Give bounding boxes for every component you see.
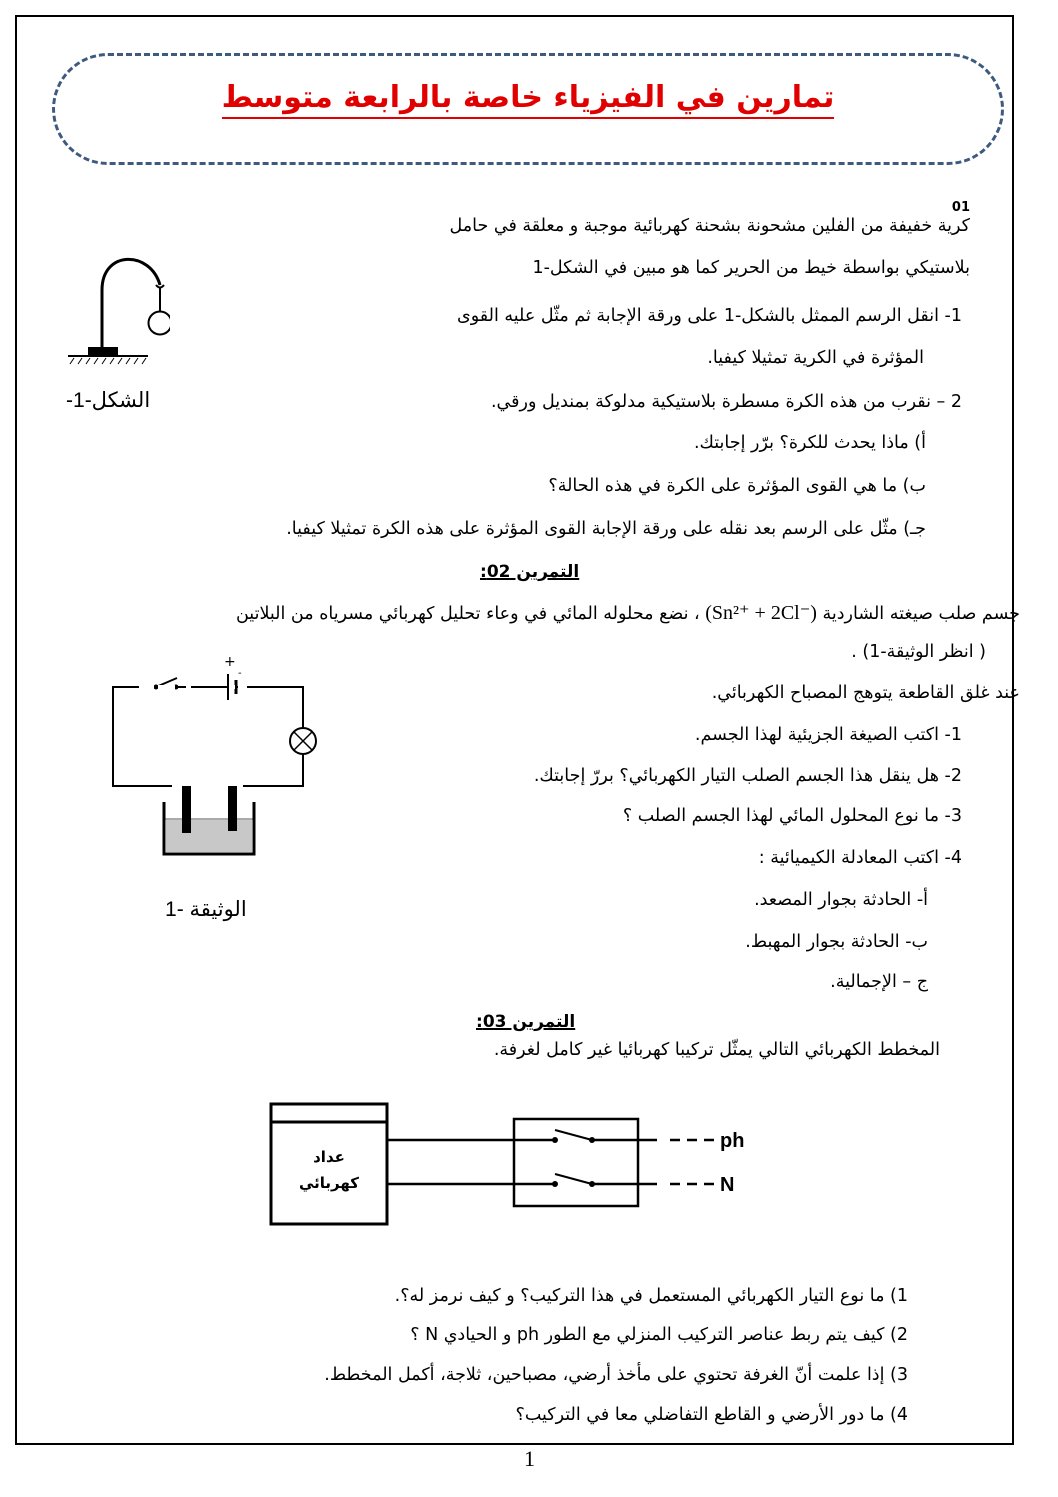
exercise2-question1: 1- اكتب الصيغة الجزيئية لهذا الجسم.: [694, 725, 962, 745]
exercise2-question2: 2- هل ينقل هذا الجسم الصلب التيار الكهربائي؟ بررّ إجابتك.: [533, 766, 962, 786]
exercise2-intro-line3: عند غلق القاطعة يتوهج المصباح الكهربائي.: [711, 683, 1020, 703]
exercise1-intro-line2: بلاستيكي بواسطة خيط من الحرير كما هو مبين في الشكل-1: [532, 258, 970, 278]
exercise3-question2: 2) كيف يتم ربط عناصر التركيب المنزلي مع الطور ph و الحيادي N ؟: [410, 1325, 908, 1345]
exercise3-question3: 3) إذا علمت أنّ الغرفة تحتوي على مأخذ أرضي، مصباحين، ثلاجة، أكمل المخطط.: [324, 1365, 908, 1385]
electrolysis-vessel: [160, 786, 260, 862]
exercise2-question4c: ج – الإجمالية.: [830, 972, 928, 992]
exercise2-intro-line2: ( انظر الوثيقة-1) .: [851, 642, 986, 662]
document1-label: الوثيقة -1: [165, 898, 247, 921]
exercise1-heading-fragment: 01: [951, 200, 970, 215]
exercise2-question4b: ب- الحادثة بجوار المهبط.: [745, 932, 928, 952]
neutral-wire-label: N: [720, 1174, 735, 1196]
battery-plus-sign: +: [224, 654, 236, 670]
figure1-pendulum-diagram: [60, 255, 170, 365]
exercise3-question1: 1) ما نوع التيار الكهربائي المستعمل في هذا التركيب؟ و كيف نرمز له؟.: [394, 1286, 908, 1306]
exercise1-question1-line1: 1- انقل الرسم الممثل بالشكل-1 على ورقة الإجابة ثم مثّل عليه القوى: [457, 306, 962, 326]
exercise2-heading: التمرين 02:: [480, 562, 580, 582]
exercise1-question2c: جـ) مثّل على الرسم بعد نقله على ورقة الإجابة القوى المؤثرة على هذه الكرة تمثيلا كيفيا.: [286, 519, 926, 539]
exercise2-intro-line1: جسم صلب صيغته الشاردية (Sn²⁺ + 2Cl⁻) ، نضع محلوله المائي في وعاء تحليل كهربائي مسرياه من البلاتين: [235, 602, 1020, 624]
figure1-label: الشكل-1-: [66, 389, 151, 412]
phase-wire-label: ph: [720, 1130, 745, 1152]
meter-label-line2: كهربائي: [298, 1174, 360, 1192]
page-title: تمارين في الفيزياء خاصة بالرابعة متوسط: [55, 80, 1001, 115]
exercise3-question4: 4) ما دور الأرضي و القاطع التفاضلي معا في التركيب؟: [515, 1405, 908, 1425]
exercise3-intro: المخطط الكهربائي التالي يمثّل تركيبا كهربائيا غير كامل لغرفة.: [493, 1040, 940, 1060]
exercise2-question4: 4- اكتب المعادلة الكيميائية :: [758, 848, 962, 868]
lamp-icon: [290, 728, 316, 754]
electrode-left: [182, 786, 191, 833]
exercise2-question4a: أ- الحادثة بجوار المصعد.: [754, 890, 928, 910]
exercise1-intro-line1: كرية خفيفة من الفلين مشحونة بشحنة كهربائية موجبة و معلقة في حامل: [449, 216, 970, 236]
exercise3-installation-diagram: [265, 1100, 795, 1240]
exercise1-question1-line2: المؤثرة في الكرية تمثيلا كيفيا.: [707, 348, 924, 368]
page-number: 1: [524, 1446, 535, 1471]
ionic-formula: (Sn²⁺ + 2Cl⁻): [705, 602, 817, 624]
battery-minus-sign: -: [238, 668, 242, 679]
title-box: [52, 53, 1004, 165]
exercise3-heading: التمرين 03:: [476, 1012, 576, 1032]
exercise1-question2b: ب) ما هي القوى المؤثرة على الكرة في هذه الحالة؟: [548, 476, 926, 496]
exercise1-question2: 2 – نقرب من هذه الكرة مسطرة بلاستيكية مدلوكة بمنديل ورقي.: [490, 392, 962, 412]
electrode-right: [228, 786, 237, 831]
exercise2-question3: 3- ما نوع المحلول المائي لهذا الجسم الصلب ؟: [622, 806, 962, 826]
meter-label-line1: عداد: [313, 1148, 345, 1166]
exercise1-question2a: أ) ماذا يحدث للكرة؟ برّر إجابتك.: [693, 433, 926, 453]
